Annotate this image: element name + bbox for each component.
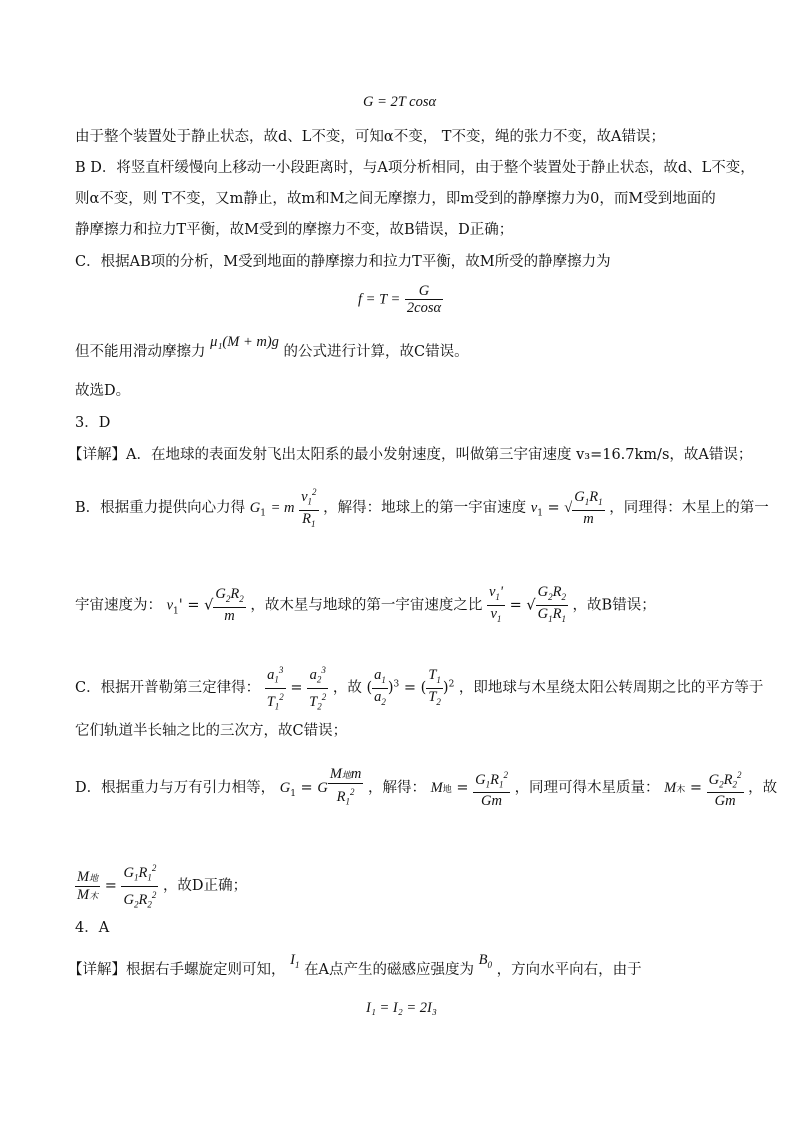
text-line: $\frac{\text{M地}}{\text{M木}}$ = $\frac{G_1R_1^2}{G_2R_2^2}$ ，故D正确； [75,860,247,912]
text-line: 但不能用滑动摩擦力 μ₁(M + m)g 的公式进行计算，故C错误。 [75,334,469,360]
fraction-numerator: G [405,283,443,300]
equation-friction-left: f = T = [358,291,401,308]
equation-friction [358,283,443,316]
text-line: C．根据AB项的分析，M受到地面的静摩擦力和拉力T平衡，故M所受的静摩擦力为 [75,254,611,270]
text-line: 则α不变，则 T不变，又m静止，故m和M之间无摩擦力，即m受到的静摩擦力为0，而M受到地面的 [75,191,716,207]
text-line: 静摩擦力和拉力T平衡，故M受到的摩擦力不变，故B错误，D正确； [75,222,514,238]
text-line: D．根据重力与万有引力相等， $G_1 = G$ $\frac{\text{M地m}}{R_1^2}$ ，解得： M地 = $\frac{G_1R_1^2}{Gm}$ ，同理可得木星质量： M木 = $\frac{G_2R_2^2}{Gm}$ ，故 [75,766,778,810]
text-line: C．根据开普勒第三定律得： $\frac{a_1^3}{T_1^2}$ = $\frac{a_2^3}{T_2^2}$ ，故 ( $\frac{a_1}{a_2}$ )$^3$ = ( $\frac{T_1}{T_2}$ )$^2$ ，即地球与木星绕太阳公转周期之比的平方等于 [75,662,763,714]
fraction-denominator: 2cosα [406,300,442,316]
text-line: 它们轨道半长轴之比的三次方，故C错误； [75,723,348,739]
text-line: 【详解】根据右手螺旋定则可知， $I_1$ 在A点产生的磁感应强度为 $B_0$ ，方向水平向右，由于 [68,952,642,978]
equation-g: G = 2T cosα [363,94,437,110]
text-line: 故选D。 [75,383,131,399]
friction-formula: μ₁(M + m)g [210,334,279,350]
text-line: B．根据重力提供向心力得 $G_1 = m$ $\frac{v_1^2}{R_1}$ ，解得：地球上的第一宇宙速度 $v_1$ = √ $\frac{G_1R_1}{m}$ ，同理得：木星上的第一 [75,484,769,532]
text-line: B D．将竖直杆缓慢向上移动一小段距离时，与A项分析相同，由于整个装置处于静止状态，故d、L不变， [75,160,755,176]
question-number: 4．A [75,920,110,936]
question-number: 3．D [75,415,111,431]
equation-current: I₁ = I₂ = 2I₃ [366,1000,437,1016]
text-line: 【详解】A．在地球的表面发射飞出太阳系的最小发射速度，叫做第三宇宙速度 v₃=16.7km/s，故A错误； [68,447,753,463]
text-line: 由于整个装置处于静止状态，故d、L不变，可知α不变， T不变，绳的张力不变，故A错误； [75,129,665,145]
text-line: 宇宙速度为： $v_1'$ = √ $\frac{G_2R_2}{m}$ ，故木星与地球的第一宇宙速度之比 $\frac{v_1'}{v_1}$ = √ $\frac{G_2R_2}{G_1R_1}$ ，故B错误； [75,584,656,625]
